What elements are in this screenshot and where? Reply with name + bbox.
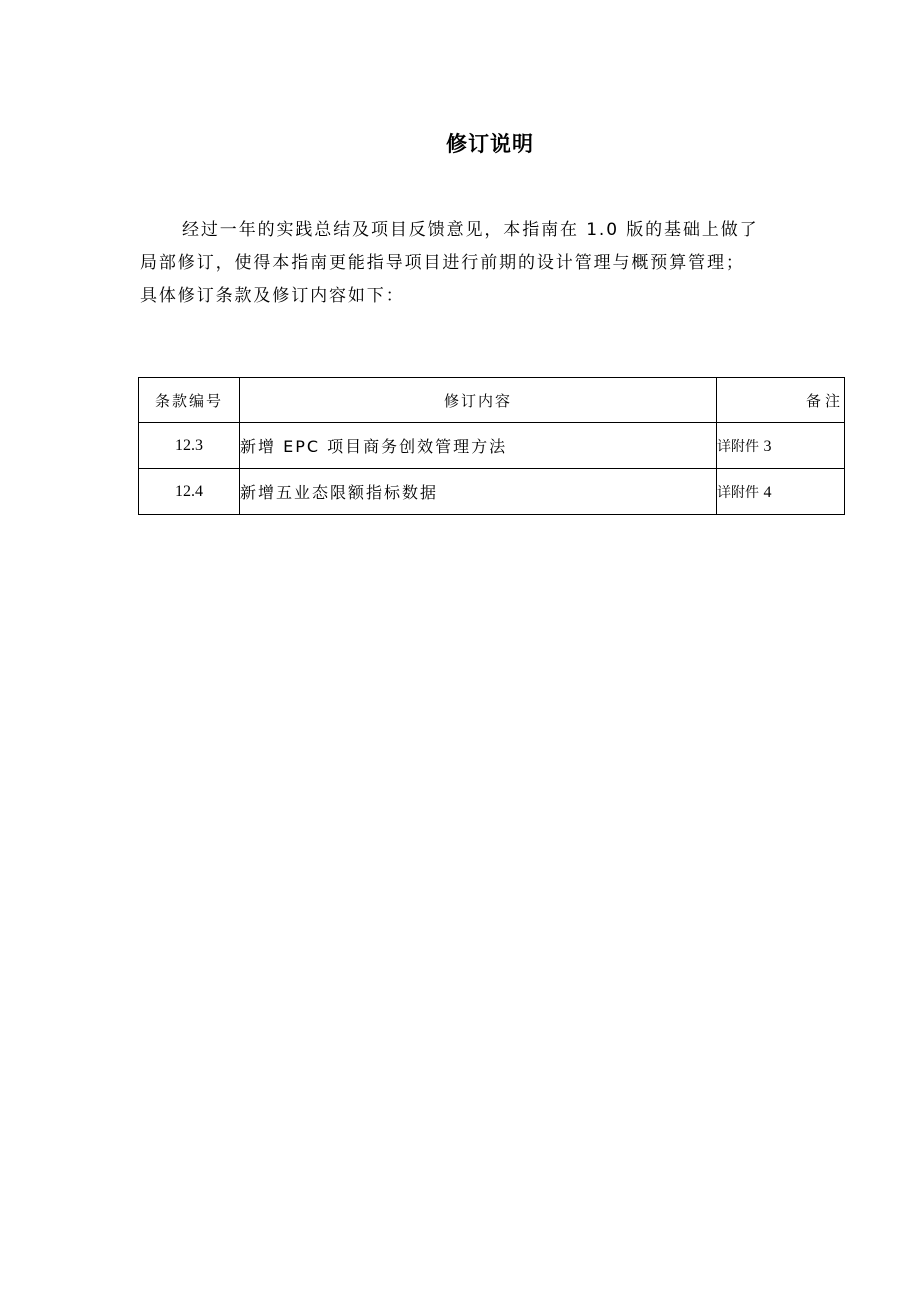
- revision-table: [138, 377, 845, 515]
- remarks-text: 详附件: [717, 438, 759, 455]
- remarks-cell: [717, 423, 845, 469]
- table-row: [139, 469, 845, 515]
- header-clause-number: 条款编号: [139, 378, 240, 423]
- table-header-row: [139, 378, 845, 423]
- header-remarks: 备注: [717, 378, 845, 423]
- attachment-number: 3: [763, 437, 772, 455]
- revision-content-cell: 新增 EPC 项目商务创效管理方法: [240, 423, 717, 469]
- remarks-cell: [717, 469, 845, 515]
- attachment-number: 4: [763, 483, 772, 501]
- page-title: 修订说明: [446, 132, 534, 156]
- table-row: [139, 423, 845, 469]
- intro-line-3: 具体修订条款及修订内容如下：: [140, 286, 405, 306]
- remarks-text: 详附件: [717, 484, 759, 501]
- header-revision-content: 修订内容: [240, 378, 717, 423]
- clause-number-cell: 12.3: [139, 423, 240, 469]
- revision-content-cell: 新增五业态限额指标数据: [240, 469, 717, 515]
- clause-number-cell: 12.4: [139, 469, 240, 515]
- intro-line-1: 经过一年的实践总结及项目反馈意见，本指南在 1.0 版的基础上做了: [182, 220, 759, 240]
- intro-line-2: 局部修订，使得本指南更能指导项目进行前期的设计管理与概预算管理；: [140, 253, 745, 273]
- intro-paragraph: [140, 214, 800, 313]
